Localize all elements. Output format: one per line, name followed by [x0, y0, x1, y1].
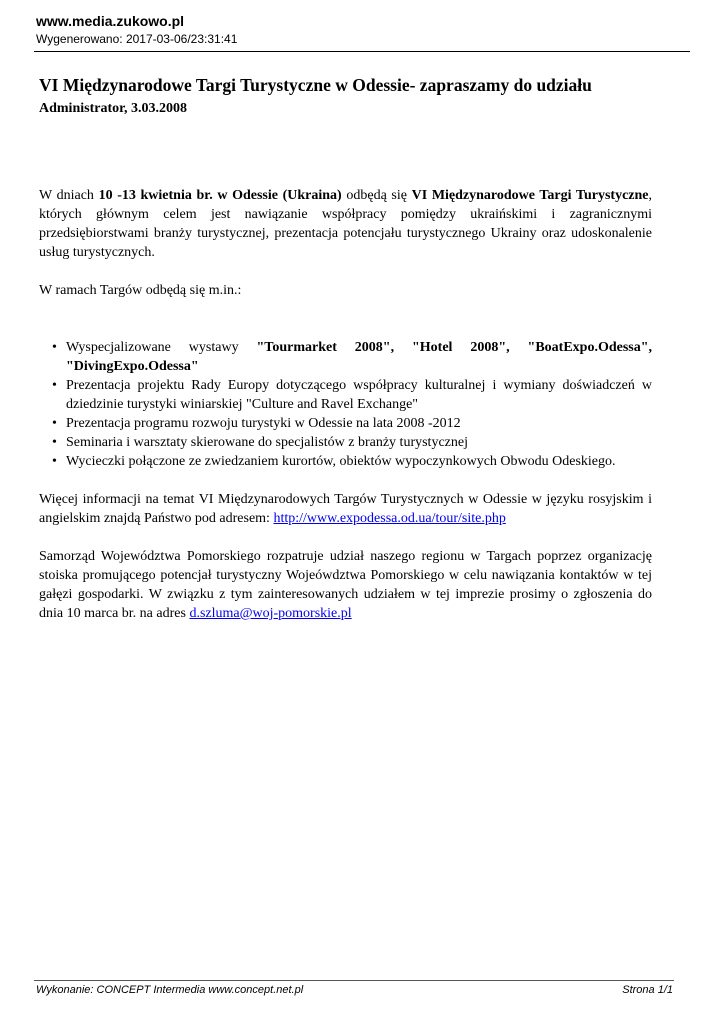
- list-item: [66, 338, 652, 376]
- list-item-text: Wyspecjalizowane wystawy: [66, 340, 257, 355]
- article-meta: Administrator, 3.03.2008: [39, 101, 188, 116]
- generated-timestamp: Wygenerowano: 2017-03-06/23:31:41: [36, 32, 238, 46]
- list-item: • Seminaria i warsztaty skierowane do specjalistów z branży turystycznej: [66, 433, 652, 452]
- paragraph-intro: [39, 186, 652, 262]
- footer-divider: [34, 980, 674, 981]
- paragraph-registration: [39, 547, 652, 623]
- list-item: • Prezentacja projektu Rady Europy dotyczącego współpracy kulturalnej i wymiany doświadczeń w dziedzinie turystyki winiarskiej "Culture and Ravel Exchange": [66, 376, 652, 414]
- paragraph-more-info: [39, 490, 652, 528]
- intro-dates: 10 -13 kwietnia br. w Odessie (Ukraina): [98, 188, 342, 203]
- page-number: Strona 1/1: [622, 984, 673, 996]
- article-title: VI Międzynarodowe Targi Turystyczne w Odessie- zapraszamy do udziału: [39, 75, 592, 95]
- header-divider: [34, 51, 690, 52]
- intro-text-3: , których głównym celem jest nawiązanie współpracy pomiędzy ukraińskimi i zagranicznymi przedsiębiorstwami branży turystycznej, prezentacja potencjału turystycznego Ukrainy oraz udoskonalenie usług turystycznych.: [39, 188, 653, 260]
- list-item: • Prezentacja programu rozwoju turystyki w Odessie na lata 2008 -2012: [66, 414, 652, 433]
- list-item: • Wycieczki połączone ze zwiedzaniem kurortów, obiektów wypoczynkowych Obwodu Odeskiego.: [66, 452, 652, 471]
- expo-website-link[interactable]: http://www.expodessa.od.ua/tour/site.php: [273, 511, 506, 526]
- page-header: [36, 12, 237, 47]
- program-list: [39, 338, 652, 471]
- intro-event-name: VI Międzynarodowe Targi Turystyczne: [411, 188, 649, 203]
- registration-text: Samorząd Województwa Pomorskiego rozpatruje udział naszego regionu w Targach poprzez organizację stoiska promującego potencjał turystyczny Wojeówdztwa Pomorskiego w celu nawiązania kontaktów w tej gałęzi gospodarki. W związku z tym zainteresowanych udziałem w tej imprezie prosimy o zgłoszenia do dnia 10 marca br. na adres: [39, 549, 652, 621]
- article-body: [39, 186, 652, 623]
- contact-email-link[interactable]: d.szluma@woj-pomorskie.pl: [189, 606, 352, 621]
- more-info-text: Więcej informacji na temat VI Międzynarodowych Targów Turystycznych w Odessie w języku rosyjskim i angielskim znajdą Państwo pod adresem:: [39, 492, 652, 526]
- list-item-exhibitions: "Tourmarket 2008", "Hotel 2008", "BoatExpo.Odessa", "DivingExpo.Odessa": [66, 340, 653, 374]
- footer-credit: Wykonanie: CONCEPT Intermedia www.concept.net.pl: [36, 984, 304, 996]
- intro-text-2: odbędą się: [341, 188, 412, 203]
- intro-text-1: W dniach: [39, 188, 99, 203]
- paragraph-program-intro: W ramach Targów odbędą się m.in.:: [39, 283, 242, 298]
- site-url: www.media.zukowo.pl: [36, 13, 185, 29]
